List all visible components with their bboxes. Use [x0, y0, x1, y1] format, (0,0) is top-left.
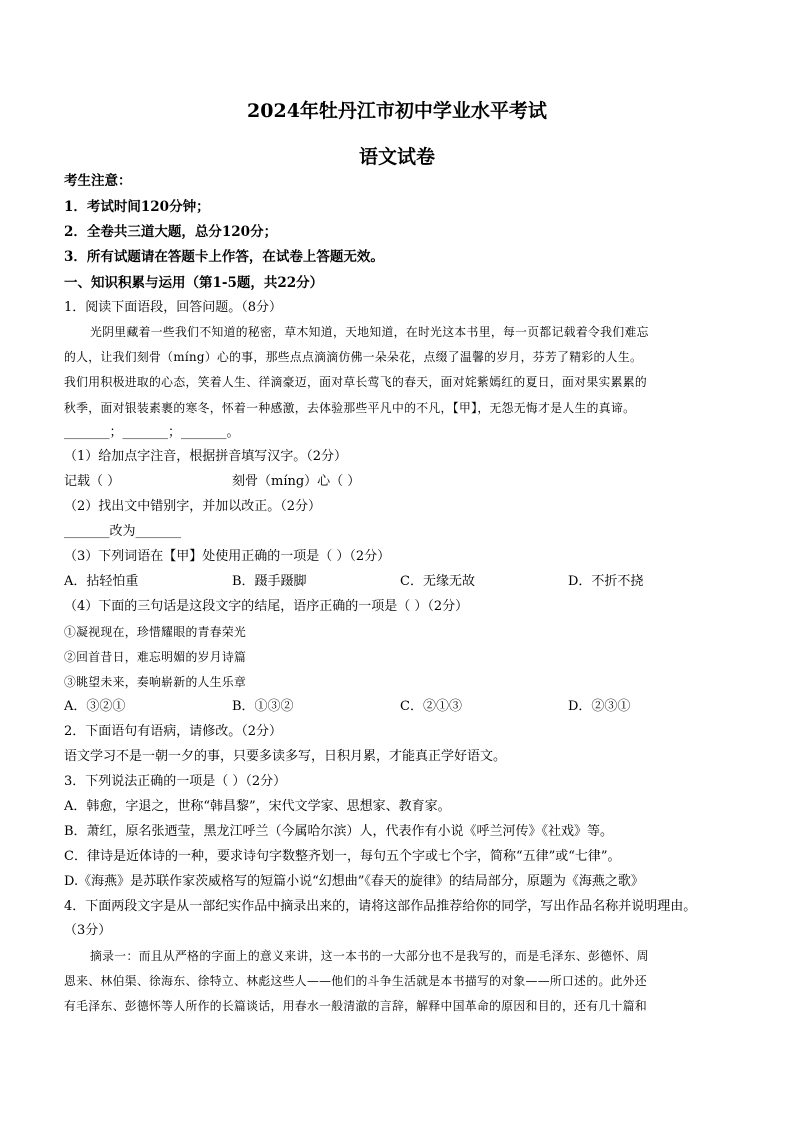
notice-item: 1．考试时间120分钟； [64, 199, 210, 215]
option-c: C．律诗是近体诗的一种，要求诗句字数整齐划一，每句五个字或七个字，简称“五律”或“七律”。 [64, 849, 621, 864]
notice-item: 2．全卷共三道大题，总分120分； [64, 224, 278, 240]
pinyin-item-b: 刻骨（míng）心（ ） [232, 474, 361, 489]
subquestion-2-prompt: （2）找出文中错别字，并加以改正。（2分） [64, 499, 322, 514]
question-2-prompt: 2．下面语句有语病，请修改。（2分） [64, 724, 283, 739]
correction-line: _______改为_______ [64, 524, 182, 539]
subquestion-1-prompt: （1）给加点字注音，根据拼音填写汉字。（2分） [64, 449, 348, 464]
ordering-sentence: ②回首昔日，难忘明媚的岁月诗篇 [64, 650, 247, 664]
option-b: B．①③② [232, 699, 294, 714]
notice-heading: 考生注意： [64, 173, 132, 189]
option-d: D．不折不挠 [568, 574, 644, 589]
passage-line: 光阴里藏着一些我们不知道的秘密，草木知道，天地知道，在时光这本书里，每一页都记载着令我们难忘 [90, 325, 649, 339]
question-3-prompt: 3．下列说法正确的一项是（ ）（2分） [64, 774, 287, 789]
option-a: A．韩愈，字退之，世称“韩昌黎”，宋代文学家、思想家、教育家。 [64, 799, 451, 814]
pinyin-item-a: 记载（ ） [64, 474, 121, 489]
subquestion-3-prompt: （3）下列词语在【甲】处使用正确的一项是（ ）（2分） [64, 549, 391, 564]
subquestion-4-prompt: （4）下面的三句话是这段文字的结尾，语序正确的一项是（ ）（2分） [64, 599, 469, 614]
option-b: B．萧红，原名张迺莹，黑龙江呼兰（今属哈尔滨）人，代表作有小说《呼兰河传》《社戏》等。 [64, 824, 614, 839]
option-c: C．无缘无故 [400, 574, 475, 589]
exam-subtitle: 语文试卷 [358, 146, 435, 168]
excerpt-line: 有毛泽东、彭德怀等人所作的长篇谈话，用春水一般清澈的言辞，解释中国革命的原因和目的，还有几十篇和 [64, 999, 648, 1013]
passage-line: 的人，让我们刻骨（míng）心的事，那些点点滴滴仿佛一朵朵花，点缀了温馨的岁月，芬芳了精彩的人生。 [64, 350, 643, 364]
passage-line: 秋季，面对银装素裹的寒冬，怀着一种感激，去体验那些平凡中的不凡，【甲】，无怨无悔才是人生的真谛。 [64, 401, 636, 415]
option-c: C．②①③ [400, 699, 462, 714]
option-a: A．③②① [64, 699, 126, 714]
ordering-sentence: ③眺望未来，奏响崭新的人生乐章 [64, 675, 247, 689]
ordering-sentence: ①凝视现在，珍惜耀眼的青春荣光 [64, 625, 247, 639]
passage-line: 我们用积极进取的心态，笑着人生、徉滴豪迈，面对草长莺飞的春天，面对姹紫嫣红的夏日，面对果实累累的 [64, 375, 648, 389]
excerpt-line: 摘录一：而且从严格的字面上的意义来讲，这一本书的一大部分也不是我写的，而是毛泽东、彭德怀、周 [90, 949, 649, 963]
answer-blanks: _______；_______；_______。 [64, 425, 240, 440]
question-1-prompt: 1．阅读下面语段，回答问题。（8分） [64, 300, 283, 315]
notice-item: 3．所有试题请在答题卡上作答，在试卷上答题无效。 [64, 249, 384, 265]
question-2-sentence: 语文学习不是一朝一夕的事，只要多读多写，日积月累，才能真正学好语文。 [64, 749, 507, 764]
option-d: D．②③① [568, 699, 631, 714]
question-4-prompt: 4．下面两段文字是从一部纪实作品中摘录出来的，请将这部作品推荐给你的同学，写出作品名称并说明理由。 [64, 899, 697, 914]
option-b: B．蹑手蹑脚 [232, 574, 307, 589]
excerpt-line: 恩来、林伯渠、徐海东、徐特立、林彪这些人——他们的斗争生活就是本书描写的对象——所口述的。此外还 [64, 974, 648, 988]
option-a: A．拈轻怕重 [64, 574, 139, 589]
exam-title: 2024年牡丹江市初中学业水平考试 [247, 100, 547, 122]
question-4-score: （3分） [64, 923, 112, 938]
section-heading: 一、知识积累与运用（第1-5题，共22分） [64, 275, 324, 291]
option-d: D.《海燕》是苏联作家茨威格写的短篇小说“幻想曲”《春天的旋律》的结局部分，原题为《海燕之歌》 [64, 874, 644, 889]
